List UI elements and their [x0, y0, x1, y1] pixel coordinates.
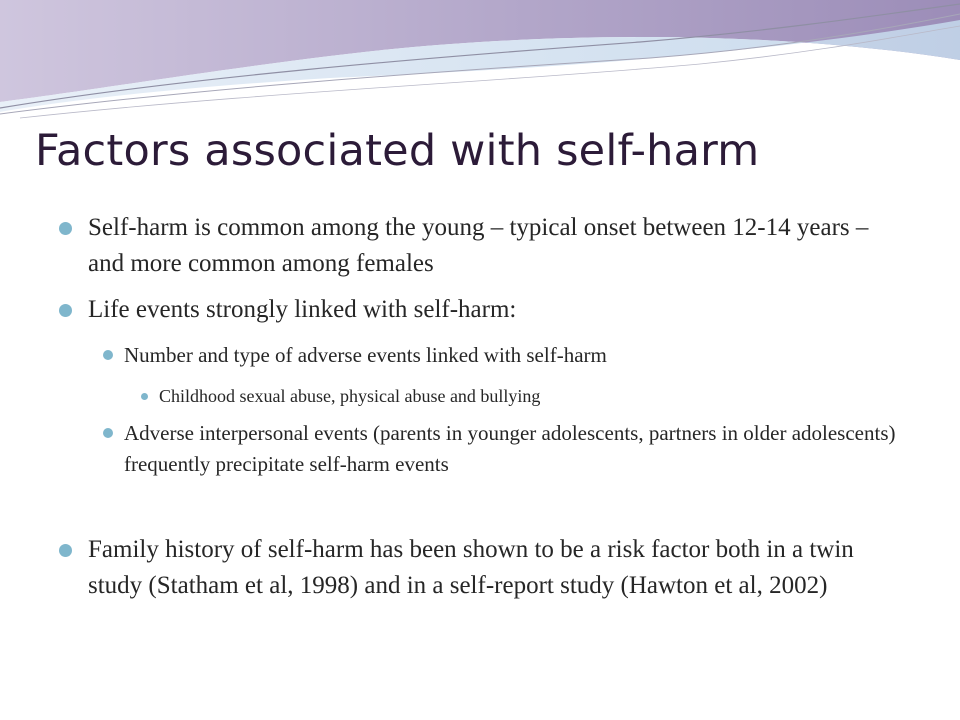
sub-sub-bullet-marker [141, 393, 148, 400]
slide-title: Factors associated with self-harm [35, 126, 760, 176]
sub-bullet-1-text: Number and type of adverse events linked with self-harm [124, 343, 607, 367]
bullet-marker [59, 304, 72, 317]
bullet-1-text: Self-harm is common among the young – typical onset between 12-14 years – and more common among females [88, 214, 869, 277]
bullet-3-text: Family history of self-harm has been shown to be a risk factor both in a twin study (Statham et al, 1998) and in a self-report study (Hawton et al, 2002) [88, 536, 854, 599]
bullet-marker [59, 222, 72, 235]
bullet-2-text: Life events strongly linked with self-harm: [88, 296, 517, 323]
sub-bullet-marker [103, 350, 113, 360]
sub-bullet-2-text: Adverse interpersonal events (parents in younger adolescents, partners in older adolescents) frequently precipitate self-harm events [124, 421, 896, 476]
bullet-marker [59, 544, 72, 557]
sub-sub-bullet-1-text: Childhood sexual abuse, physical abuse and bullying [159, 386, 541, 406]
sub-bullet-marker [103, 428, 113, 438]
